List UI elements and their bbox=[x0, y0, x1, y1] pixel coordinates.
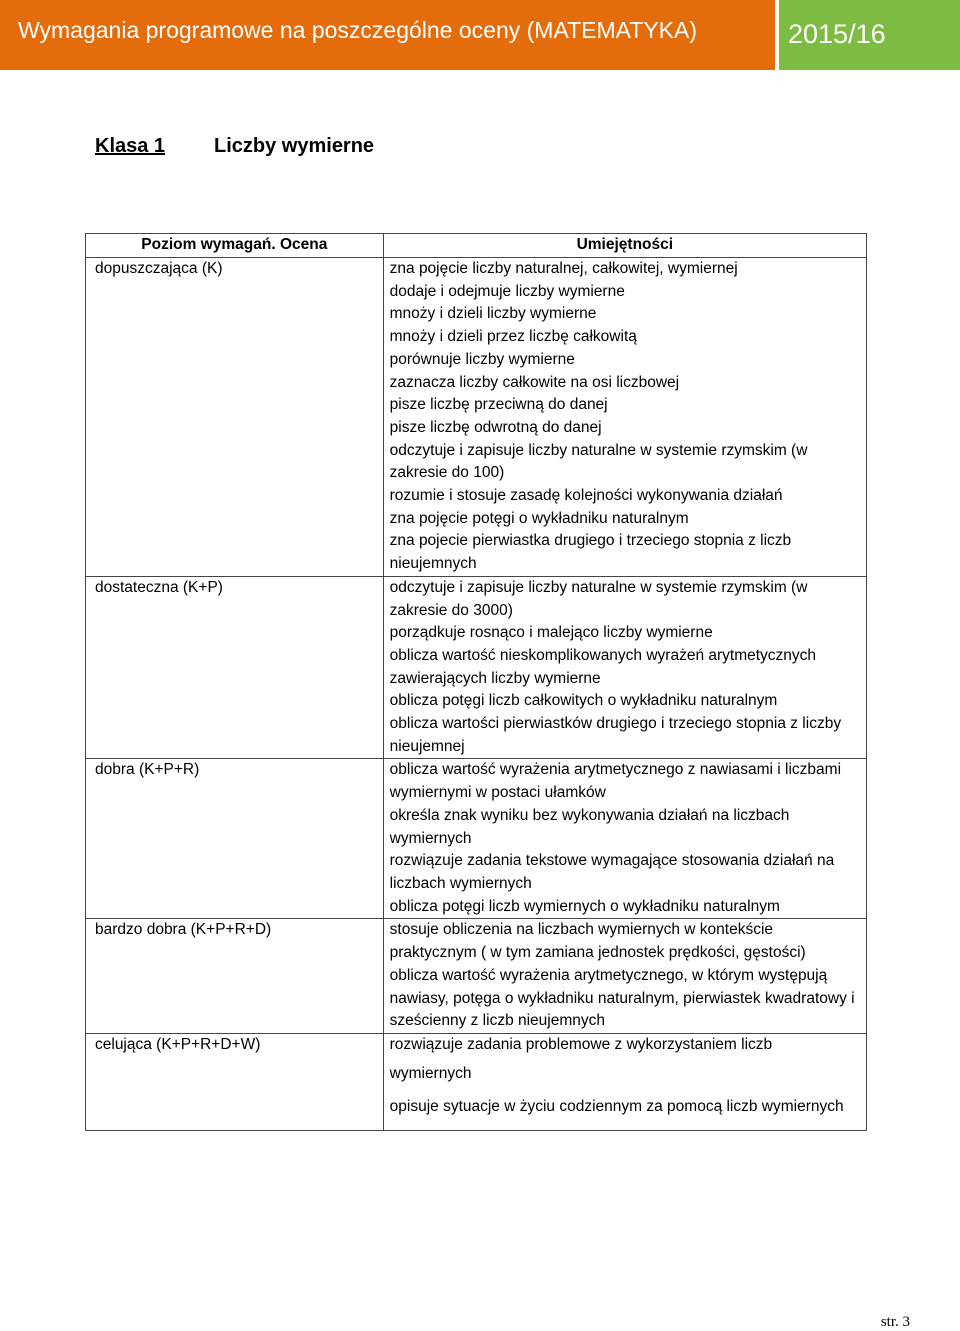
table-row bbox=[86, 919, 867, 1034]
table-row bbox=[86, 258, 867, 577]
table-row bbox=[86, 1033, 867, 1130]
skill-item: oblicza wartość nieskomplikowanych wyrażeń arytmetycznych zawierających liczby wymierne bbox=[389, 646, 817, 687]
skill-item: dodaje i odejmuje liczby wymierne bbox=[389, 282, 625, 300]
skill-item: zaznacza liczby całkowite na osi liczbowej bbox=[389, 373, 680, 391]
skill-item: mnoży i dzieli liczby wymierne bbox=[389, 305, 597, 323]
skill-item: określa znak wyniku bez wykonywania działań na liczbach wymiernych bbox=[389, 806, 790, 847]
grade-level: dopuszczająca (K) bbox=[86, 258, 384, 577]
skill-item: zna pojęcie liczby naturalnej, całkowitej, wymiernej bbox=[389, 260, 738, 277]
skill-item: rozwiązuje zadania tekstowe wymagające stosowania działań na liczbach wymiernych bbox=[389, 852, 835, 892]
topic-title: Liczby wymierne bbox=[214, 135, 375, 157]
header-title: Wymagania programowe na poszczególne oceny (MATEMATYKA) bbox=[0, 0, 775, 70]
skill-item: oblicza potęgi liczb całkowitych o wykładniku naturalnym bbox=[389, 692, 778, 710]
skill-item: mnoży i dzieli przez liczbę całkowitą bbox=[389, 328, 637, 346]
requirements-table bbox=[85, 233, 867, 1131]
skill-item: oblicza potęgi liczb wymiernych o wykładniku naturalnym bbox=[389, 897, 780, 915]
skill-item: porównuje liczby wymierne bbox=[389, 350, 575, 368]
skills-list bbox=[383, 1033, 866, 1130]
skill-item: porządkuje rosnąco i malejąco liczby wymierne bbox=[389, 624, 713, 642]
skills-list bbox=[383, 258, 866, 577]
page-header bbox=[0, 0, 960, 70]
table-row bbox=[86, 576, 867, 759]
skill-item: pisze liczbę odwrotną do danej bbox=[389, 418, 602, 436]
skill-item: odczytuje i zapisuje liczby naturalne w systemie rzymskim (w zakresie do 100) bbox=[389, 441, 808, 482]
skill-item: oblicza wartość wyrażenia arytmetycznego, w którym występują nawiasy, potęga o wykładniku naturalnym, pierwiastek kwadratowy i sześcienny z liczb nieujemnych bbox=[389, 966, 855, 1030]
table-row bbox=[86, 759, 867, 919]
skills-list bbox=[383, 576, 866, 759]
skill-item: wymiernych bbox=[389, 1064, 472, 1082]
grade-level: celująca (K+P+R+D+W) bbox=[86, 1033, 384, 1130]
skill-item: pisze liczbę przeciwną do danej bbox=[389, 396, 608, 414]
grade-level: dobra (K+P+R) bbox=[86, 759, 384, 919]
skill-item: zna pojęcie potęgi o wykładniku naturalnym bbox=[389, 509, 689, 527]
table-header-row bbox=[86, 234, 867, 258]
section-heading bbox=[95, 135, 375, 158]
skill-item: oblicza wartość wyrażenia arytmetycznego z nawiasami i liczbami wymiernymi w postaci ułamków bbox=[389, 761, 842, 802]
skill-item: zna pojecie pierwiastka drugiego i trzeciego stopnia z liczb nieujemnych bbox=[389, 532, 792, 573]
skill-item: opisuje sytuacje w życiu codziennym za pomocą liczb wymiernych bbox=[389, 1098, 844, 1116]
class-label: Klasa 1 bbox=[95, 135, 166, 157]
skill-item: rozwiązuje zadania problemowe z wykorzystaniem liczb bbox=[389, 1035, 773, 1053]
skills-list bbox=[383, 919, 866, 1034]
skill-item: oblicza wartości pierwiastków drugiego i trzeciego stopnia z liczby nieujemnej bbox=[389, 715, 842, 755]
skills-list bbox=[383, 759, 866, 919]
page-number: str. 3 bbox=[880, 1314, 910, 1330]
skill-item: rozumie i stosuje zasadę kolejności wykonywania działań bbox=[389, 487, 783, 505]
grade-level: bardzo dobra (K+P+R+D) bbox=[86, 919, 384, 1034]
header-year: 2015/16 bbox=[779, 0, 960, 70]
level-column-header: Poziom wymagań. Ocena bbox=[86, 234, 384, 258]
grade-level: dostateczna (K+P) bbox=[86, 576, 384, 759]
skills-column-header: Umiejętności bbox=[383, 234, 866, 258]
skill-item: stosuje obliczenia na liczbach wymiernych w kontekście praktycznym ( w tym zamiana jednostek prędkości, gęstości) bbox=[389, 921, 806, 962]
skill-item: odczytuje i zapisuje liczby naturalne w systemie rzymskim (w zakresie do 3000) bbox=[389, 578, 808, 619]
